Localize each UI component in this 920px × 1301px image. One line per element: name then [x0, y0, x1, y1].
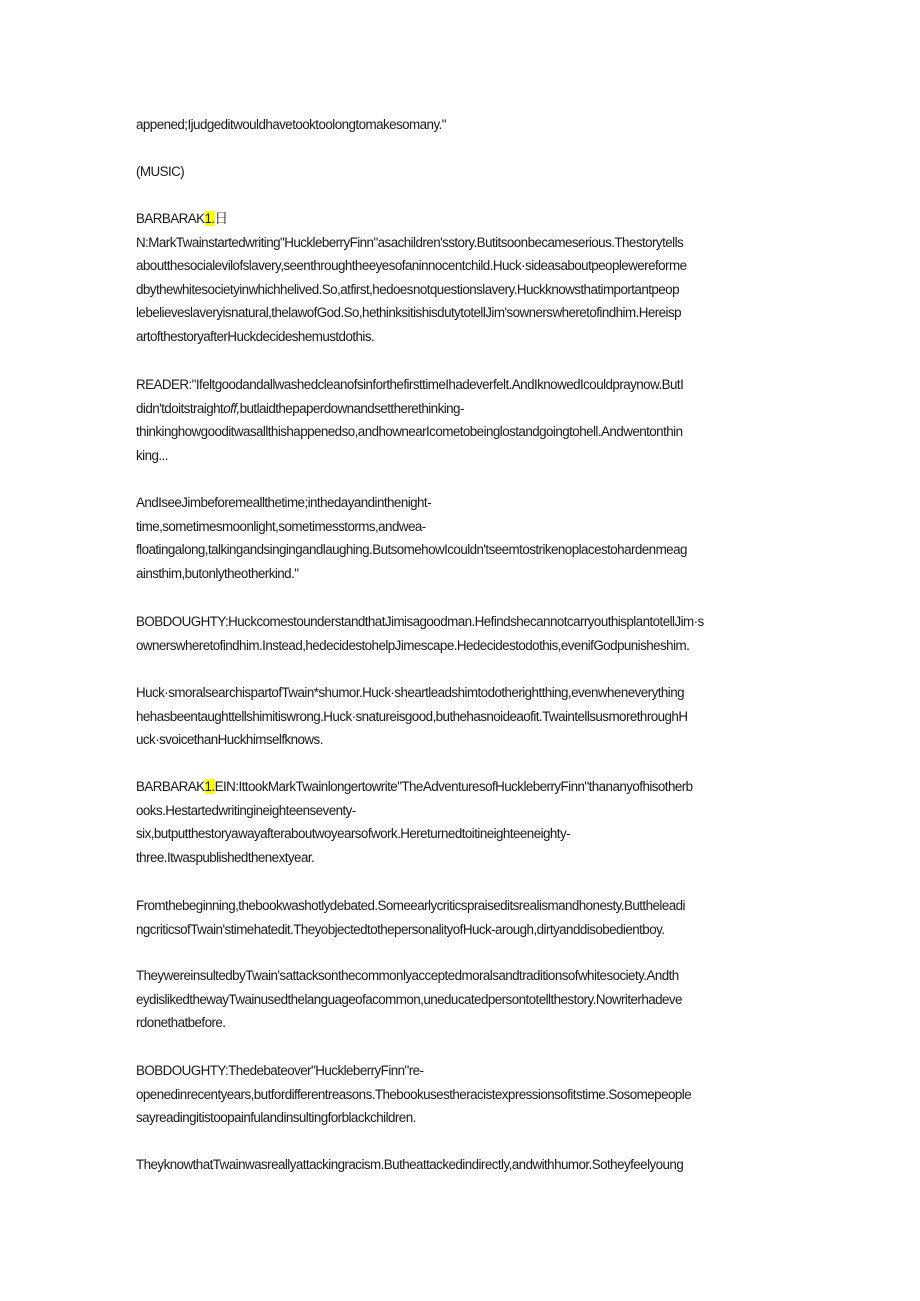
paragraph-quote-end: [136, 113, 788, 137]
highlighted-text: 1.: [204, 211, 215, 226]
text-line: Fromthebeginning,thebookwashotlydebated.Someearlycriticspraiseditsrealismandhonesty.Buttheleadi: [136, 898, 685, 913]
text-segment: didn'tdoitstraight: [136, 400, 224, 416]
text-line: hehasbeentaughttellshimitiswrong.Huck·snatureisgood,buthehasnoideaofit.TwaintellsusmorethroughH: [136, 708, 688, 724]
paragraph-music-cue: [136, 160, 788, 184]
text-line: ainsthim,butonlytheotherkind.": [136, 565, 299, 581]
text-line: (MUSIC): [136, 164, 185, 179]
text-line: ooks.Hestartedwritingineighteenseventy-: [136, 802, 356, 818]
paragraph-racism: [136, 1153, 788, 1177]
text-line: N:MarkTwainstartedwriting"HuckleberryFinn"asachildren'sstory.Butitsoonbecameserious.Thestorytells: [136, 234, 684, 250]
text-line: Huck·smoralsearchispartofTwain*shumor.Huck·sheartleadshimtodotherightthing,evenwheneverything: [136, 685, 685, 700]
text-line: TheywereinsultedbyTwain'sattacksonthecommonlyacceptedmoralsandtraditionsofwhitesociety.Andth: [136, 968, 679, 983]
text-line: TheyknowthatTwainwasreallyattackingracism.Butheattackedindirectly,andwithhumor.Sotheyfeelyoung: [136, 1157, 684, 1172]
text-line: appened;Ijudgeditwouldhavetooktoolongtomakesomany.": [136, 117, 446, 132]
text-line: [136, 397, 788, 421]
paragraph-insulted: [136, 964, 788, 1035]
text-line: BOBDOUGHTY:HuckcomestounderstandthatJimisagoodman.HefindshecannotcarryouthisplantotellJim·s: [136, 614, 704, 629]
text-segment: butlaidthepaperdownandsettherethinking-: [239, 400, 464, 416]
text-line: ngcriticsofTwain'stimehatedit.TheyobjectedtothepersonalityofHuck-arough,dirtyanddisobedientboy.: [136, 921, 665, 937]
text-line: openedinrecentyears,butfordifferentreasons.Thebookusestheracistexpressionsofitstime.Sosomepeople: [136, 1086, 692, 1102]
text-segment: EIN:IttookMarkTwainlongertowrite"TheAdventuresofHuckleberryFinn"thananyofhisotherb: [214, 779, 693, 794]
text-line: lebelieveslaveryisnatural,thelawofGod.So,hethinksitishisdutytotellJim'sownerswheretofindhim.Hereisp: [136, 305, 682, 321]
speaker-name: BARBARAK: [136, 779, 205, 794]
paragraph-huck-moral: [136, 681, 788, 752]
text-line: [136, 207, 788, 231]
text-line: BOBDOUGHTY:Thedebateover"HuckleberryFinn"re-: [136, 1063, 424, 1078]
paragraph-bob-2: [136, 1059, 788, 1130]
paragraph-barbara-2: [136, 775, 788, 869]
speaker-name: BARBARAK: [136, 211, 205, 226]
italic-text: off,: [223, 400, 240, 416]
text-line: king...: [136, 447, 168, 463]
text-line: AndIseeJimbeforemeallthetime;inthedayandinthenight-: [136, 495, 432, 510]
text-line: eydislikedthewayTwainusedthelanguageofacommon,uneducatedpersontotellthestory.Nowriterhadeve: [136, 991, 682, 1007]
text-line: [136, 775, 788, 799]
text-line: uck·svoicethanHuckhimselfknows.: [136, 732, 323, 748]
text-line: rdonethatbefore.: [136, 1015, 226, 1031]
paragraph-debate: [136, 894, 788, 941]
paragraph-reader-2: [136, 491, 788, 585]
text-line: ownerswheretofindhim.Instead,hedecidestohelpJimescape.Hedecidestodothis,evenifGodpunisheshim.: [136, 637, 690, 653]
speaker-suffix: 日: [214, 211, 228, 226]
text-line: three.Itwaspublishedthenextyear.: [136, 849, 315, 865]
paragraph-reader-1: [136, 373, 788, 467]
text-line: six,butputthestoryawayafteraboutwoyearsofwork.Hereturnedtoitineighteeneighty-: [136, 826, 571, 842]
highlighted-text: 1.: [204, 779, 215, 794]
paragraph-bob-1: [136, 610, 788, 657]
text-line: dbythewhitesocietyinwhichhelived.So,atfirst,hedoesnotquestionslavery.Huckknowsthatimportantpeop: [136, 281, 679, 297]
text-line: floatingalong,talkingandsingingandlaughing.ButsomehowIcouldn'tseemtostrikenoplacestohardenmeag: [136, 542, 687, 558]
paragraph-barbara-1: [136, 207, 788, 349]
text-line: artofthestoryafterHuckdecideshemustdothis.: [136, 328, 375, 344]
text-line: READER:"IfeltgoodandallwashedcleanofsinforthefirsttimeIhadeverfelt.AndIknowedIcouldpraynow.ButI: [136, 377, 684, 392]
text-line: thinkinghowgooditwasallthishappenedso,andhownearIcometobeinglostandgoingtohell.Andwentonthin: [136, 424, 683, 440]
text-line: aboutthesocialevilofslavery,seenthroughtheeyesofaninnocentchild.Huck·sideasaboutpeoplewereforme: [136, 258, 687, 274]
text-line: sayreadingitistoopainfulandinsultingforblackchildren.: [136, 1110, 416, 1126]
text-line: time,sometimesmoonlight,sometimesstorms,andwea-: [136, 518, 426, 534]
